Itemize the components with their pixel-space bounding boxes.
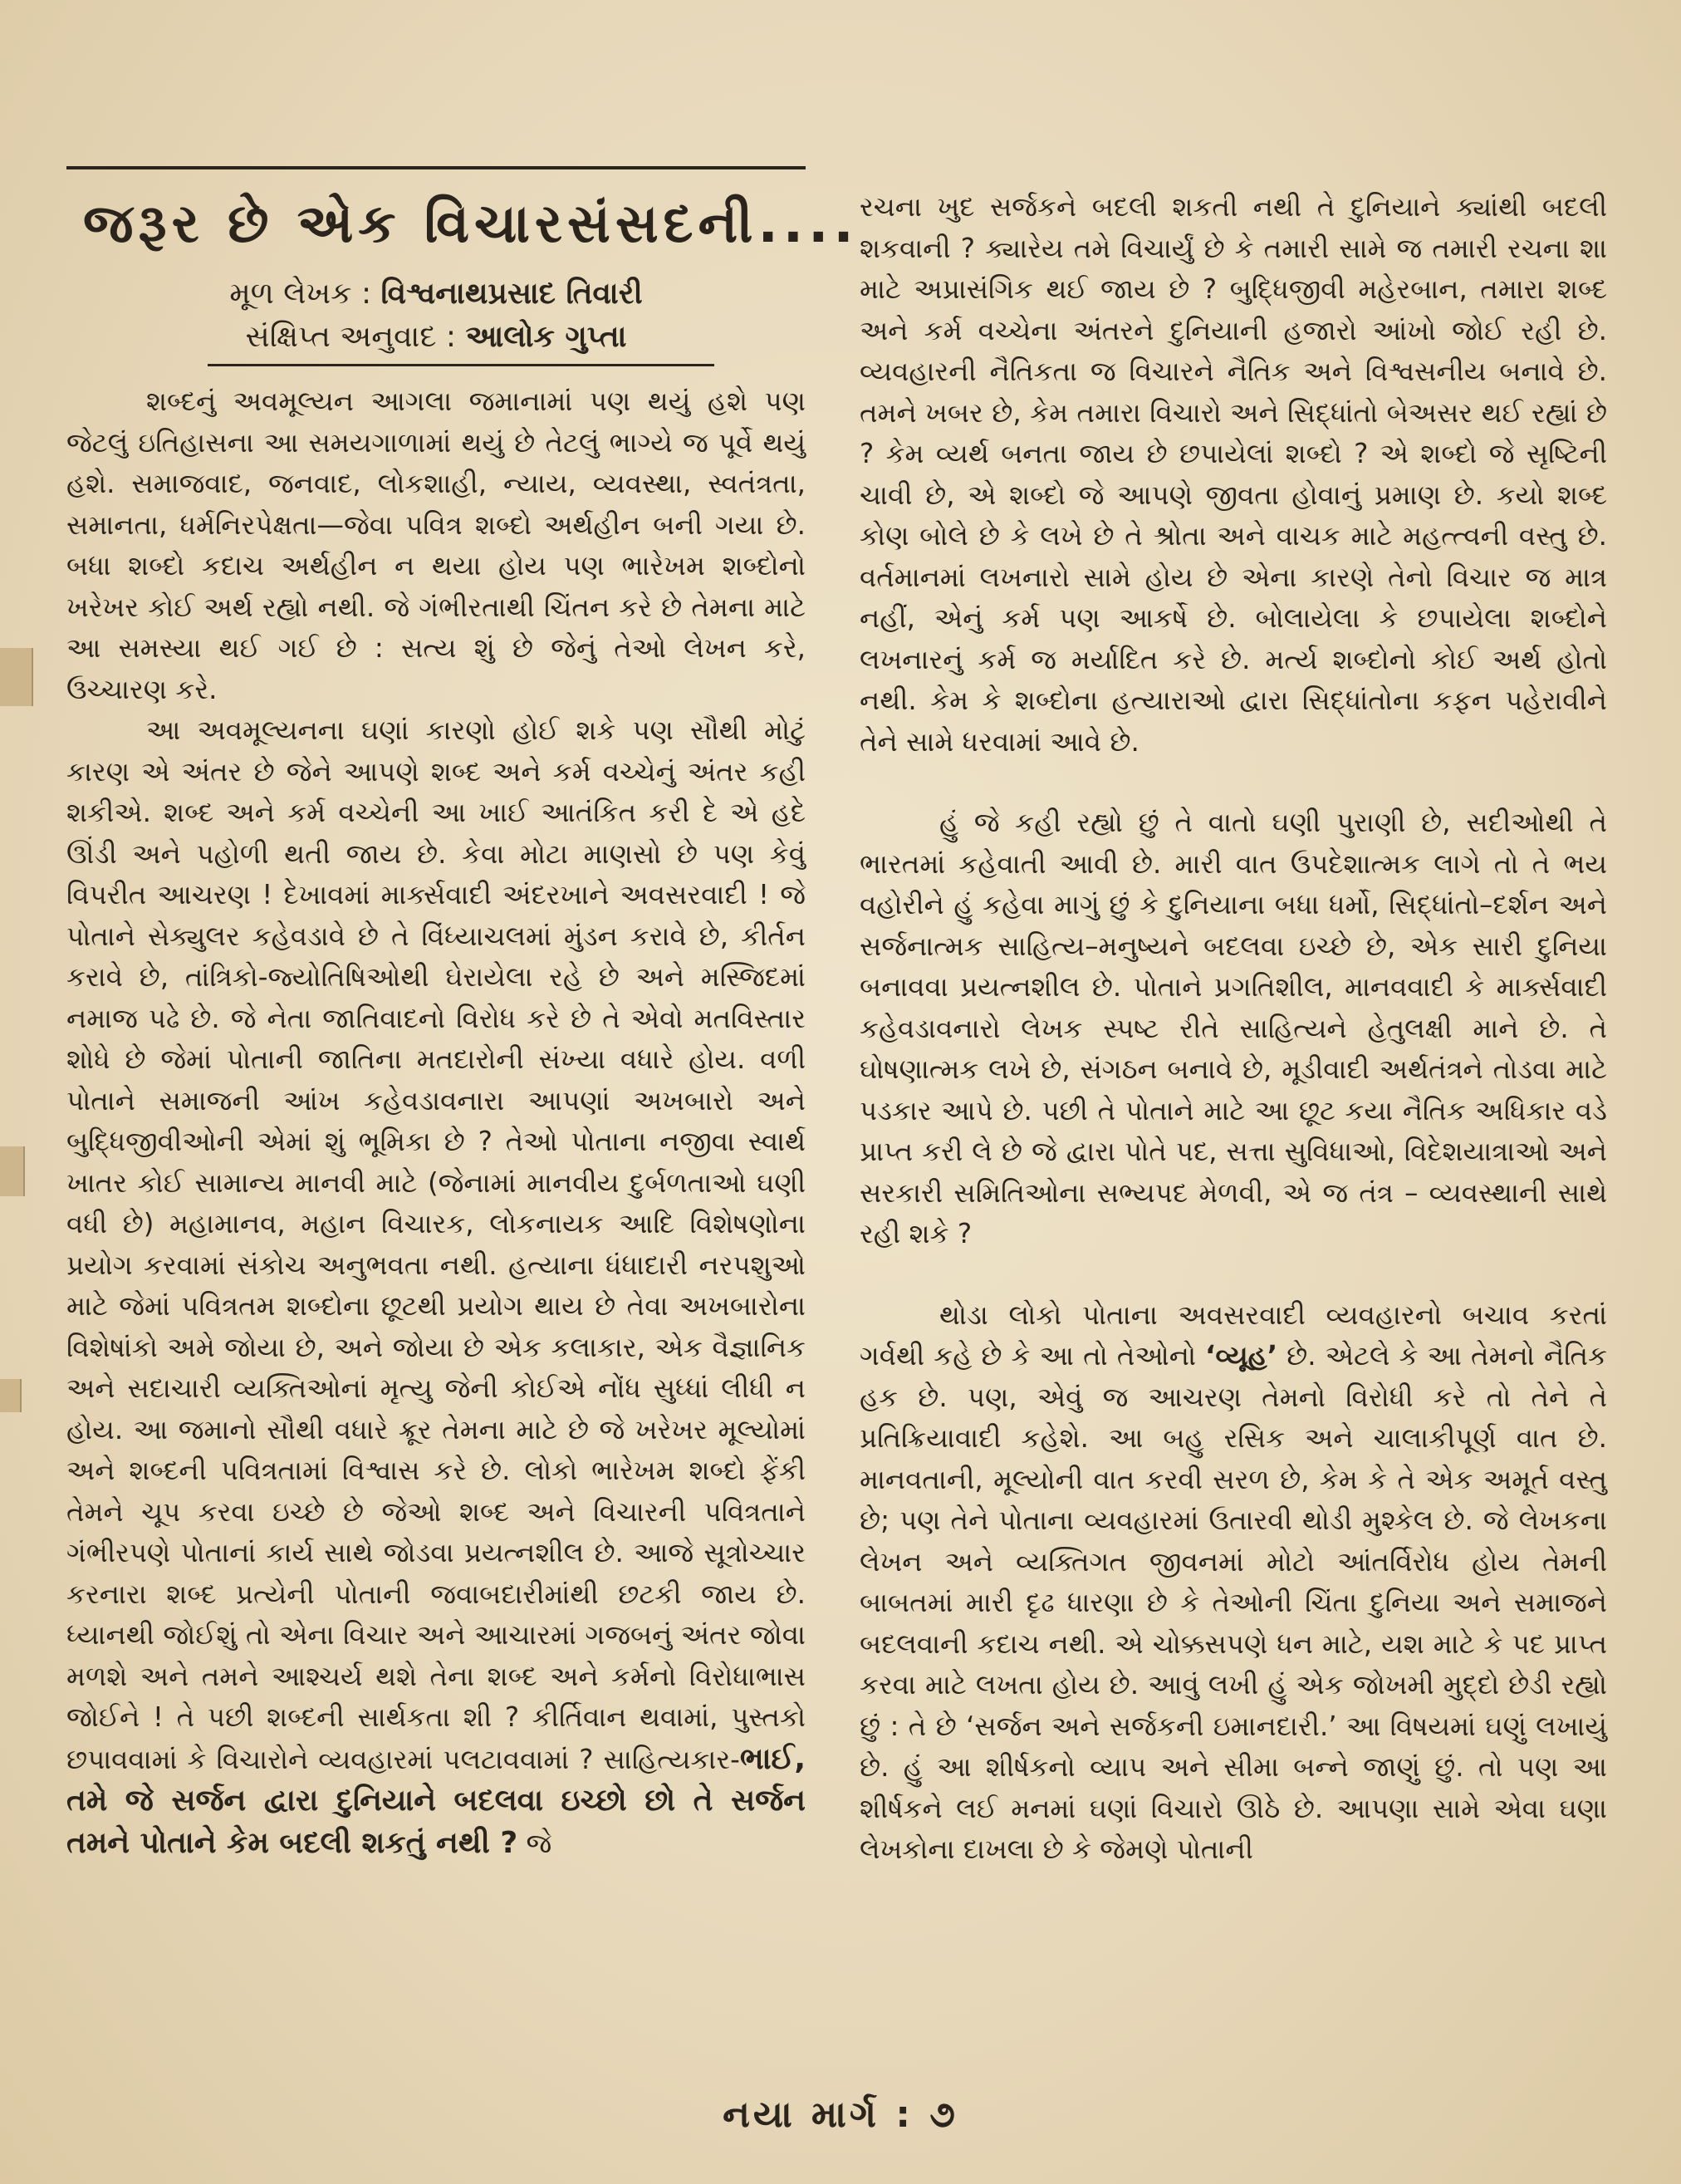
paragraph-text: આ અવમૂલ્યનના ઘણાં કારણો હોઈ શકે પણ સૌથી મોટું કારણ એ અંતર છે જેને આપણે શબ્દ અને કર્મ વચ્ચેનું અંતર કહી શકીએ. શબ્દ અને કર્મ વચ્ચેની આ ખાઈ આતંકિત કરી દે એ હદે ઊંડી અને પહોળી થતી જાય છે. કેવા મોટા માણસો છે પણ કેવું વિપરીત આચરણ ! દેખાવમાં માર્ક્સવાદી અંદરખાને અવસરવાદી ! જે પોતાને સેક્યુલર કહેવડાવે છે તે વિંધ્યાચલમાં મુંડન કરાવે છે, કીર્તન કરાવે છે, તાંત્રિકો-જ્યોતિષિઓથી ઘેરાયેલા રહે છે અને મસ્જિદમાં નમાજ પઢે છે. જે નેતા જાતિવાદનો વિરોધ કરે છે તે એવો મતવિસ્તાર શોધે છે જેમાં પોતાની જાતિના મતદારોની સંખ્યા વધારે હોય. વળી પોતાને સમાજની આંખ કહેવડાવનારા આપણાં અખબારો અને બુદ્ધિજીવીઓની એમાં શું ભૂમિકા છે ? તેઓ પોતાના નજીવા સ્વાર્થ ખાતર કોઈ સામાન્ય માનવી માટે (જેનામાં માનવીય દુર્બળતાઓ ઘણી વધી છે) મહામાનવ, મહાન વિચારક, લોકનાયક આદિ વિશેષણોના પ્રયોગ કરવામાં સંકોચ અનુભવતા નથી. હત્યાના ધંધાદારી નરપશુઓ માટે જેમાં પવિત્રતમ શબ્દોના છૂટથી પ્રયોગ થાય છે તેવા અખબારોના વિશેષાંકો અમે જોયા છે, અને જોયા છે એક કલાકાર, એક વૈજ્ઞાનિક અને સદાચારી વ્યક્તિઓનાં મૃત્યુ જેની કોઈએ નોંધ સુધ્ધાં લીધી ન હોય. આ જમાનો સૌથી વધારે ક્રૂર તેમના માટે છે જે ખરેખર મૂલ્યોમાં અને શબ્દની પવિત્રતામાં વિશ્વાસ કરે છે. લોકો ભારેખમ શબ્દો ફેંકી તેમને ચૂપ કરવા ઇચ્છે છે જેઓ શબ્દ અને વિચારની પવિત્રતાને ગંભીરપણે પોતાનાં કાર્ય સાથે જોડવા પ્રયત્નશીલ છે. આજે સૂત્રોચ્ચાર કરનારા શબ્દ પ્રત્યેની પોતાની જવાબદારીમાંથી છટકી જાય છે. ધ્યાનથી જોઈશું તો એના વિચાર અને આચારમાં ગજબનું અંતર જોવા મળશે અને તમને આશ્ચર્ય થશે તેના શબ્દ અને કર્મનો વિરોધાભાસ જોઈને ! તે પછી શબ્દની સાર્થકતા શી ? કીર્તિવાન થવામાં, પુસ્તકો છપાવવામાં કે વિચારોને વ્યવહારમાં પલટાવવામાં ? સાહિત્યકાર- [66, 714, 806, 1775]
left-column [66, 166, 859, 1864]
author-line [66, 272, 806, 316]
paragraph: શબ્દનું અવમૂલ્યન આગલા જમાનામાં પણ થયું હશે પણ જેટલું ઇતિહાસના આ સમયગાળામાં થયું છે તેટલું ભાગ્યે જ પૂર્વે થયું હશે. સમાજવાદ, જનવાદ, લોકશાહી, ન્યાય, વ્યવસ્થા, સ્વતંત્રતા, સમાનતા, ધર્મનિરપેક્ષતા—જેવા પવિત્ર શબ્દો અર્થહીન બની ગયા છે. બધા શબ્દો કદાચ અર્થહીન ન થયા હોય પણ ભારેખમ શબ્દોનો ખરેખર કોઈ અર્થ રહ્યો નથી. જે ગંભીરતાથી ચિંતન કરે છે તેમના માટે આ સમસ્યા થઈ ગઈ છે : સત્ય શું છે જેનું તેઓ લેખન કરે, ઉચ્ચારણ કરે. [66, 385, 806, 705]
title-top-rule [66, 166, 806, 169]
emphasis-text: ‘વ્યૂહ’ [1205, 1340, 1278, 1372]
paragraph-text: છે. એટલે કે આ તેમનો નૈતિક હક છે. પણ, એવું જ આચરણ તેમનો વિરોધી કરે તો તેને તે પ્રતિક્રિયાવાદી કહેશે. આ બહુ રસિક અને ચાલાકીપૂર્ણ વાત છે. માનવતાની, મૂલ્યોની વાત કરવી સરળ છે, કેમ કે તે એક અમૂર્ત વસ્તુ છે; પણ તેને પોતાના વ્યવહારમાં ઉતારવી થોડી મુશ્કેલ છે. જે લેખકના લેખન અને વ્યક્તિગત જીવનમાં મોટો આંતર્વિરોધ હોય તેમની બાબતમાં મારી દૃઢ ધારણા છે કે તેઓની ચિંતા દુનિયા અને સમાજને બદલવાની કદાચ નથી. એ ચોક્કસપણે ધન માટે, યશ માટે કે પદ પ્રાપ્ત કરવા માટે લખતા હોય છે. આવું લખી હું એક જોખમી મુદ્દો છેડી રહ્યો છું : તે છે ‘સર્જન અને સર્જકની ઇમાનદારી.’ આ વિષયમાં ઘણું લખાયું છે. હું આ શીર્ષકનો વ્યાપ અને સીમા બન્ને જાણું છું. તો પણ આ શીર્ષકને લઈ મનમાં ઘણાં વિચારો ઊઠે છે. આપણા સામે એવા ઘણા લેખકોના દાખલા છે કે જેમણે પોતાની [860, 1340, 1607, 1865]
paragraph [860, 1295, 1607, 1871]
author-name: વિશ્વનાથપ્રસાદ તિવારી [380, 277, 643, 311]
paragraph: હું જે કહી રહ્યો છું તે વાતો ઘણી પુરાણી છે, સદીઓથી તે ભારતમાં કહેવાતી આવી છે. મારી વાત ઉપદેશાત્મક લાગે તો તે ભય વહોરીને હું કહેવા માગું છું કે દુનિયાના બધા ધર્મો, સિદ્ધાંતો–દર્શન અને સર્જનાત્મક સાહિત્ય–મનુષ્યને બદલવા ઇચ્છે છે, એક સારી દુનિયા બનાવવા પ્રયત્નશીલ છે. પોતાને પ્રગતિશીલ, માનવવાદી કે માર્ક્સવાદી કહેવડાવનારો લેખક સ્પષ્ટ રીતે સાહિત્યને હેતુલક્ષી માને છે. તે ઘોષણાત્મક લખે છે, સંગઠન બનાવે છે, મૂડીવાદી અર્થતંત્રને તોડવા માટે પડકાર આપે છે. પછી તે પોતાને માટે આ છૂટ કયા નૈતિક અધિકાર વડે પ્રાપ્ત કરી લે છે જે દ્વારા પોતે પદ, સત્તા સુવિધાઓ, વિદેશયાત્રાઓ અને સરકારી સમિતિઓના સભ્યપદ મેળવી, એ જ તંત્ર – વ્યવસ્થાની સાથે રહી શકે ? [860, 807, 1607, 1249]
page-tear-mark [0, 648, 33, 706]
paragraph: રચના ખુદ સર્જકને બદલી શકતી નથી તે દુનિયાને ક્યાંથી બદલી શકવાની ? ક્યારેય તમે વિચાર્યું છે કે તમારી સામે જ તમારી રચના શા માટે અપ્રાસંગિક થઈ જાય છે ? બુદ્ધિજીવી મહેરબાન, તમારા શબ્દ અને કર્મ વચ્ચેના અંતરને દુનિયાની હજારો આંખો જોઈ રહી છે. વ્યવહારની નૈતિકતા જ વિચારને નૈતિક અને વિશ્વસનીય બનાવે છે. તમને ખબર છે, કેમ તમારા વિચારો અને સિદ્ધાંતો બેઅસર થઈ રહ્યાં છે ? કેમ વ્યર્થ બનતા જાય છે છપાયેલાં શબ્દો ? એ શબ્દો જે સૃષ્ટિની ચાવી છે, એ શબ્દો જે આપણે જીવતા હોવાનું પ્રમાણ છે. કયો શબ્દ કોણ બોલે છે કે લખે છે તે શ્રોતા અને વાચક માટે મહત્ત્વની વસ્તુ છે. વર્તમાનમાં લખનારો સામે હોય છે એના કારણે તેનો વિચાર જ માત્ર નહીં, એનું કર્મ પણ આકર્ષે છે. બોલાયેલા કે છપાયેલા શબ્દોને લખનારનું કર્મ જ મર્યાદિત કરે છે. મર્ત્ય શબ્દોનો કોઈ અર્થ હોતો નથી. કેમ કે શબ્દોના હત્યારાઓ દ્વારા સિદ્ધાંતોના કફન પહેરાવીને તેને સામે ધરવામાં આવે છે. [860, 191, 1607, 758]
page-tear-mark [0, 1146, 25, 1196]
right-column [860, 187, 1607, 1871]
paragraph [66, 710, 806, 1864]
author-label: મૂળ લેખક : [229, 277, 381, 311]
emphasis-text: ભાઈ, તમે જે સર્જન દ્વારા દુનિયાને બદલવા ઇચ્છો છો તે સર્જન તમને પોતાને કેમ બદલી શકતું નથી ? [66, 1741, 806, 1860]
translator-line [66, 316, 806, 359]
paragraph-text: થોડા લોકો પોતાના અવસરવાદી વ્યવહારનો બચાવ કરતાં ગર્વથી કહે છે કે આ તો તેઓનો [860, 1298, 1607, 1372]
article-title: જરૂર છે એક વિચારસંસદની.... [83, 194, 859, 255]
translator-name: આલોક ગુપ્તા [465, 320, 627, 354]
page-footer: નયા માર્ગ : ૭ [723, 2093, 958, 2136]
translator-label: સંક્ષિપ્ત અનુવાદ : [245, 320, 466, 354]
page-tear-mark [0, 1379, 22, 1412]
byline-bottom-rule [208, 364, 714, 366]
paragraph-text: જે [517, 1827, 552, 1859]
